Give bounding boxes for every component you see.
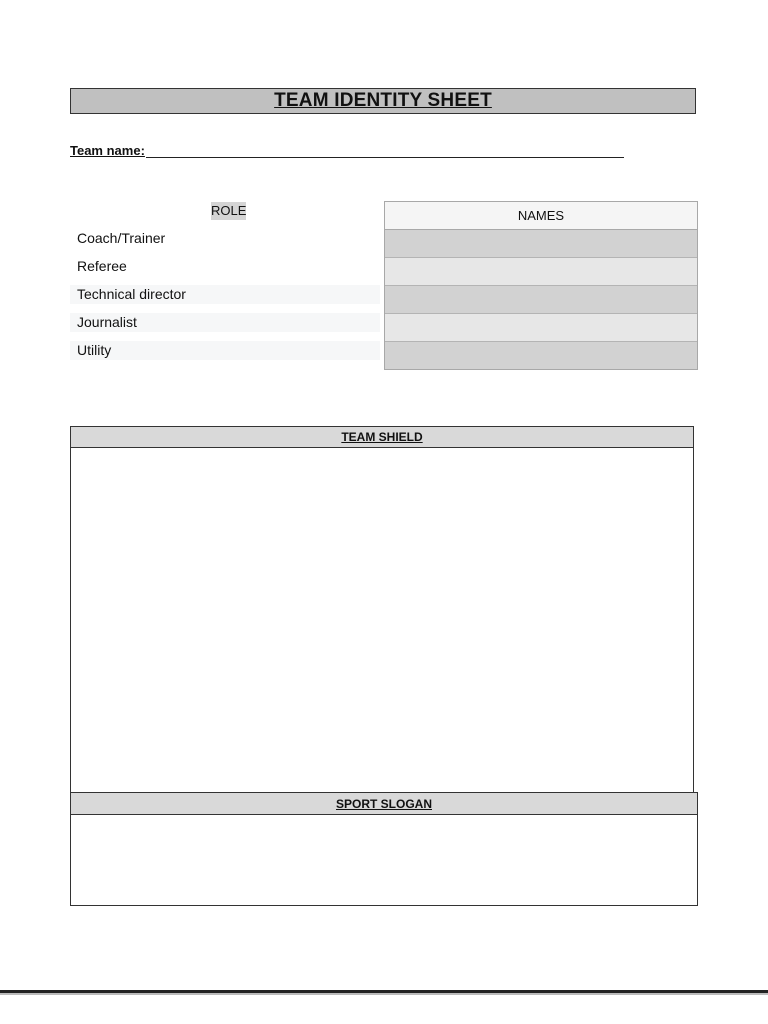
team-name-field[interactable] <box>146 143 624 158</box>
sheet-title: TEAM IDENTITY SHEET <box>274 90 492 111</box>
team-shield-area[interactable] <box>70 447 694 793</box>
sport-slogan-header <box>70 792 698 815</box>
names-table <box>384 201 698 370</box>
name-cell-journalist[interactable] <box>385 314 697 342</box>
team-name-row <box>70 143 624 158</box>
team-name-label: Team name: <box>70 143 145 158</box>
role-item-referee: Referee <box>77 258 127 274</box>
footer-divider <box>0 990 768 993</box>
team-shield-header <box>70 426 694 448</box>
team-shield-heading: TEAM SHIELD <box>341 430 423 444</box>
role-column-header: ROLE <box>211 203 247 218</box>
role-item-technical-director: Technical director <box>70 285 380 304</box>
names-column-header: NAMES <box>385 202 697 230</box>
role-item-journalist: Journalist <box>70 313 380 332</box>
name-cell-utility[interactable] <box>385 342 697 369</box>
role-item-utility: Utility <box>70 341 380 360</box>
sheet-title-bar <box>70 88 696 114</box>
name-cell-referee[interactable] <box>385 258 697 286</box>
sport-slogan-area[interactable] <box>70 814 698 906</box>
name-cell-technical-director[interactable] <box>385 286 697 314</box>
role-item-coach: Coach/Trainer <box>77 230 166 246</box>
name-cell-coach[interactable] <box>385 230 697 258</box>
sport-slogan-heading: SPORT SLOGAN <box>335 796 432 811</box>
